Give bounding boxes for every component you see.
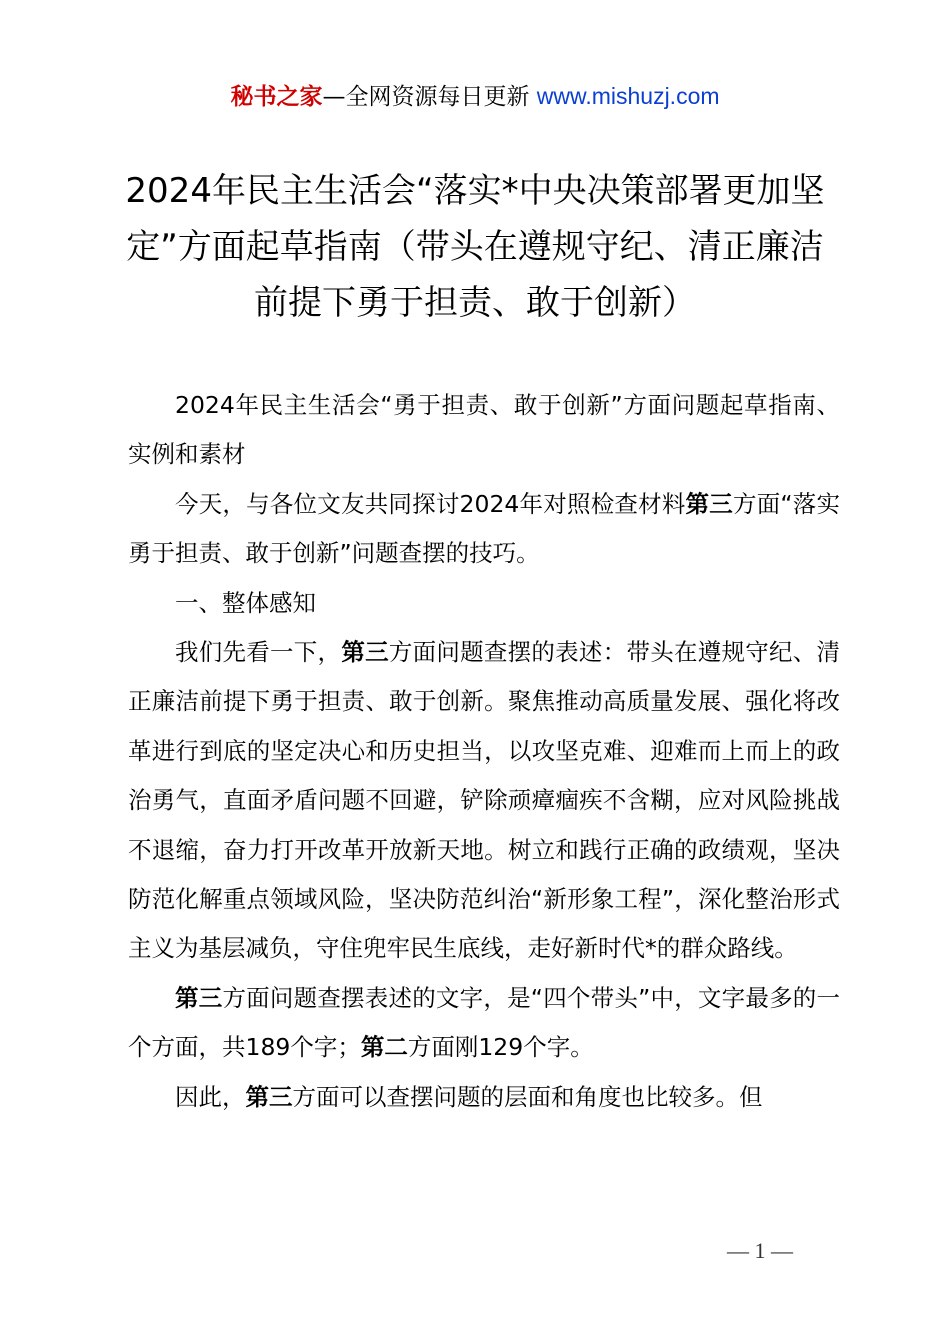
- paragraph-5-bold-1: 第三: [175, 983, 223, 1012]
- paragraph-2-text-a: 今天，与各位文友共同探讨2024年对照检查材料: [175, 489, 686, 518]
- page-number: — 1 —: [727, 1238, 793, 1263]
- paragraph-6-text-b: 方面可以查摆问题的层面和角度也比较多。但: [292, 1082, 763, 1111]
- brand-name: 秘书之家: [230, 84, 323, 110]
- paragraph-2: [128, 480, 840, 579]
- paragraph-4: [128, 628, 840, 974]
- paragraph-6-bold: 第三: [245, 1082, 293, 1111]
- section-heading: 一、整体感知: [175, 588, 316, 617]
- site-url-link[interactable]: www.mishuzj.com: [536, 83, 720, 109]
- paragraph-2-bold: 第三: [685, 489, 733, 518]
- document-body: [128, 381, 840, 1122]
- document-title: 2024年民主生活会“落实*中央决策部署更加坚定”方面起草指南（带头在遵规守纪、清正廉洁前提下勇于担责、敢于创新）: [125, 171, 825, 323]
- paragraph-5-bold-2: 第二: [360, 1033, 408, 1062]
- paragraph-4-text-a: 我们先看一下，: [175, 638, 342, 667]
- header-slogan: —全网资源每日更新: [322, 84, 530, 110]
- paragraph-5-text-a: 方面问题查摆表述的文字，是“四个带头”中，文字最多的一个方面，共189个字；: [128, 983, 841, 1062]
- paragraph-5: [128, 974, 840, 1073]
- paragraph-1: 2024年民主生活会“勇于担责、敢于创新”方面问题起草指南、实例和素材: [128, 391, 840, 469]
- paragraph-6: [128, 1073, 840, 1122]
- paragraph-4-text-b: 方面问题查摆的表述：带头在遵规守纪、清正廉洁前提下勇于担责、敢于创新。聚焦推动高质量发展、强化将改革进行到底的坚定决心和历史担当，以攻坚克难、迎难而上而上的政治勇气，直面矛盾问题不回避，铲除顽瘴痼疾不含糊，应对风险挑战不退缩，奋力打开改革开放新天地。树立和践行正确的政绩观，坚决防范化解重点领域风险，坚决防范纠治“新形象工程”，深化整治形式主义为基层减负，守住兜牢民生底线，走好新时代*的群众路线。: [128, 638, 841, 963]
- paragraph-4-bold: 第三: [341, 638, 389, 667]
- paragraph-6-text-a: 因此，: [175, 1082, 246, 1111]
- paragraph-5-text-b: 方面刚129个字。: [407, 1033, 594, 1062]
- paragraph-2-text-b: 方面“落实勇于担责、敢于创新”问题查摆的技巧。: [128, 489, 841, 568]
- site-header: [0, 80, 950, 113]
